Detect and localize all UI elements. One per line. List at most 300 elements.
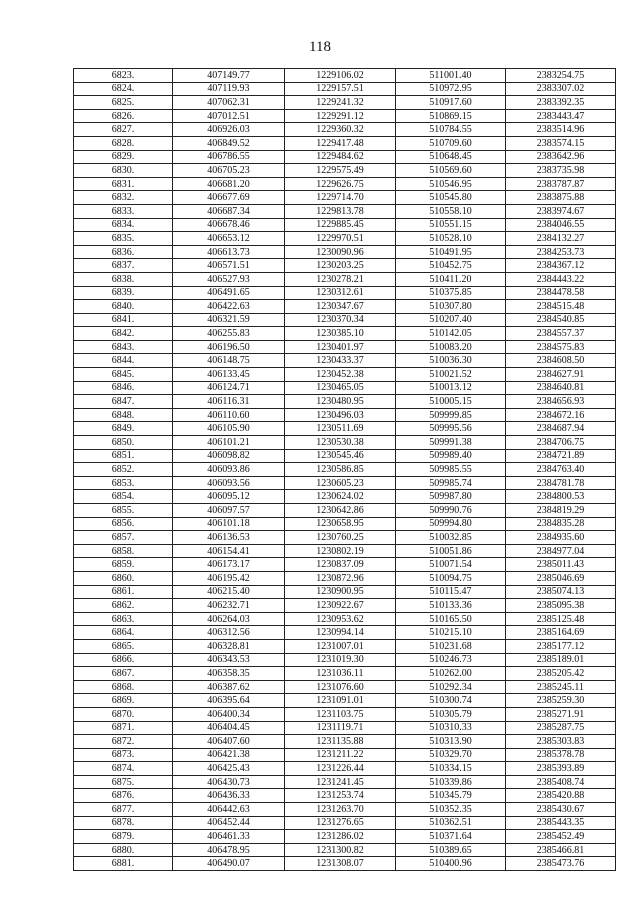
page-number: 118 xyxy=(309,39,331,55)
table-row xyxy=(74,803,616,817)
table-row xyxy=(74,612,616,626)
coord-x2-cell: 510246.73 xyxy=(396,653,506,667)
coord-y2-cell: 2385452.49 xyxy=(506,830,616,844)
coord-y2-cell: 2384608.50 xyxy=(506,354,616,368)
coord-y2-cell: 2384763.40 xyxy=(506,463,616,477)
coord-x1-cell: 406687.34 xyxy=(173,204,285,218)
table-row xyxy=(74,164,616,178)
coord-x2-cell: 510400.96 xyxy=(396,857,506,871)
table-row xyxy=(74,69,616,83)
coord-x2-cell: 509994.80 xyxy=(396,517,506,531)
coord-x1-cell: 406452.44 xyxy=(173,816,285,830)
coord-y1-cell: 1230347.67 xyxy=(285,300,396,314)
coord-x2-cell: 510345.79 xyxy=(396,789,506,803)
table-row xyxy=(74,313,616,327)
coord-y1-cell: 1230624.02 xyxy=(285,490,396,504)
table-row xyxy=(74,286,616,300)
table-row xyxy=(74,123,616,137)
point-number-cell: 6825. xyxy=(74,96,173,110)
table-row xyxy=(74,327,616,341)
coord-x2-cell: 510013.12 xyxy=(396,381,506,395)
coord-x2-cell: 510292.34 xyxy=(396,680,506,694)
coord-y2-cell: 2385046.69 xyxy=(506,571,616,585)
table-row xyxy=(74,177,616,191)
coord-x2-cell: 509989.40 xyxy=(396,449,506,463)
coord-x2-cell: 510371.64 xyxy=(396,830,506,844)
coord-y1-cell: 1230496.03 xyxy=(285,408,396,422)
coord-y2-cell: 2384367.12 xyxy=(506,259,616,273)
coord-x1-cell: 407062.31 xyxy=(173,96,285,110)
point-number-cell: 6826. xyxy=(74,109,173,123)
point-number-cell: 6863. xyxy=(74,612,173,626)
coord-y1-cell: 1229360.32 xyxy=(285,123,396,137)
coord-y1-cell: 1231276.65 xyxy=(285,816,396,830)
coord-x1-cell: 406105.90 xyxy=(173,422,285,436)
coord-y2-cell: 2385408.74 xyxy=(506,775,616,789)
coord-y1-cell: 1231308.07 xyxy=(285,857,396,871)
point-number-cell: 6842. xyxy=(74,327,173,341)
coord-x1-cell: 406097.57 xyxy=(173,504,285,518)
table-row xyxy=(74,340,616,354)
coord-y1-cell: 1230922.67 xyxy=(285,599,396,613)
coord-x2-cell: 510546.95 xyxy=(396,177,506,191)
coord-y2-cell: 2385303.83 xyxy=(506,735,616,749)
table-row xyxy=(74,735,616,749)
coord-y2-cell: 2383875.88 xyxy=(506,191,616,205)
coord-x1-cell: 406116.31 xyxy=(173,395,285,409)
point-number-cell: 6823. xyxy=(74,69,173,83)
coord-y2-cell: 2385393.89 xyxy=(506,762,616,776)
table-row xyxy=(74,531,616,545)
coord-y1-cell: 1230605.23 xyxy=(285,476,396,490)
coord-y1-cell: 1229575.49 xyxy=(285,164,396,178)
coord-y1-cell: 1230642.86 xyxy=(285,504,396,518)
coord-y1-cell: 1230433.37 xyxy=(285,354,396,368)
coord-x2-cell: 510083.20 xyxy=(396,340,506,354)
table-row xyxy=(74,381,616,395)
point-number-cell: 6869. xyxy=(74,694,173,708)
table-row xyxy=(74,150,616,164)
coord-y2-cell: 2384640.81 xyxy=(506,381,616,395)
table-row xyxy=(74,408,616,422)
coord-y2-cell: 2384721.89 xyxy=(506,449,616,463)
coord-x1-cell: 406571.51 xyxy=(173,259,285,273)
coord-y1-cell: 1230312.61 xyxy=(285,286,396,300)
point-number-cell: 6827. xyxy=(74,123,173,137)
coord-x2-cell: 510362.51 xyxy=(396,816,506,830)
coord-y2-cell: 2383254.75 xyxy=(506,69,616,83)
table-row xyxy=(74,857,616,871)
coord-x1-cell: 406490.07 xyxy=(173,857,285,871)
coord-x2-cell: 510032.85 xyxy=(396,531,506,545)
point-number-cell: 6881. xyxy=(74,857,173,871)
coord-x2-cell: 510528.10 xyxy=(396,232,506,246)
coord-x2-cell: 510784.55 xyxy=(396,123,506,137)
coord-y1-cell: 1229241.32 xyxy=(285,96,396,110)
coord-y2-cell: 2385125.48 xyxy=(506,612,616,626)
coord-x2-cell: 510215.10 xyxy=(396,626,506,640)
coord-x2-cell: 510094.75 xyxy=(396,571,506,585)
table-row xyxy=(74,748,616,762)
point-number-cell: 6867. xyxy=(74,667,173,681)
coord-y1-cell: 1230953.62 xyxy=(285,612,396,626)
coord-y2-cell: 2383443.47 xyxy=(506,109,616,123)
coord-x2-cell: 510036.30 xyxy=(396,354,506,368)
table-row xyxy=(74,639,616,653)
point-number-cell: 6844. xyxy=(74,354,173,368)
coord-x2-cell: 509999.85 xyxy=(396,408,506,422)
coord-y2-cell: 2385095.38 xyxy=(506,599,616,613)
table-row xyxy=(74,300,616,314)
table-row xyxy=(74,204,616,218)
coord-y1-cell: 1229291.12 xyxy=(285,109,396,123)
coord-x1-cell: 406328.81 xyxy=(173,639,285,653)
coord-x1-cell: 406425.43 xyxy=(173,762,285,776)
coord-y2-cell: 2385245.11 xyxy=(506,680,616,694)
coord-x2-cell: 510411.20 xyxy=(396,272,506,286)
coord-y1-cell: 1229885.45 xyxy=(285,218,396,232)
coord-x1-cell: 407149.77 xyxy=(173,69,285,83)
table-row xyxy=(74,449,616,463)
coord-y2-cell: 2385259.30 xyxy=(506,694,616,708)
point-number-cell: 6835. xyxy=(74,232,173,246)
coord-x2-cell: 509987.80 xyxy=(396,490,506,504)
point-number-cell: 6833. xyxy=(74,204,173,218)
coord-y1-cell: 1229106.02 xyxy=(285,69,396,83)
table-row xyxy=(74,571,616,585)
coord-x2-cell: 509990.76 xyxy=(396,504,506,518)
coord-x1-cell: 406133.45 xyxy=(173,368,285,382)
coord-x1-cell: 406395.64 xyxy=(173,694,285,708)
table-row xyxy=(74,599,616,613)
point-number-cell: 6848. xyxy=(74,408,173,422)
coord-y1-cell: 1230370.34 xyxy=(285,313,396,327)
point-number-cell: 6880. xyxy=(74,843,173,857)
point-number-cell: 6836. xyxy=(74,245,173,259)
coord-y2-cell: 2384253.73 xyxy=(506,245,616,259)
coord-y2-cell: 2384575.83 xyxy=(506,340,616,354)
coord-x2-cell: 510569.60 xyxy=(396,164,506,178)
coord-x1-cell: 406095.12 xyxy=(173,490,285,504)
table-row xyxy=(74,259,616,273)
coord-y1-cell: 1230900.95 xyxy=(285,585,396,599)
coord-y2-cell: 2385287.75 xyxy=(506,721,616,735)
coord-x2-cell: 510165.50 xyxy=(396,612,506,626)
table-row xyxy=(74,436,616,450)
table-row xyxy=(74,476,616,490)
coord-y2-cell: 2384835.28 xyxy=(506,517,616,531)
coord-y2-cell: 2385466.81 xyxy=(506,843,616,857)
coord-y2-cell: 2384515.48 xyxy=(506,300,616,314)
coord-y2-cell: 2385430.67 xyxy=(506,803,616,817)
coord-x1-cell: 406442.63 xyxy=(173,803,285,817)
coord-y2-cell: 2383392.35 xyxy=(506,96,616,110)
coord-x2-cell: 510869.15 xyxy=(396,109,506,123)
coord-x1-cell: 406101.18 xyxy=(173,517,285,531)
coord-x1-cell: 406705.23 xyxy=(173,164,285,178)
coord-y1-cell: 1231226.44 xyxy=(285,762,396,776)
table-row xyxy=(74,272,616,286)
coord-y1-cell: 1231076.60 xyxy=(285,680,396,694)
table-row xyxy=(74,109,616,123)
point-number-cell: 6855. xyxy=(74,504,173,518)
table-row xyxy=(74,232,616,246)
coord-y1-cell: 1231241.45 xyxy=(285,775,396,789)
table-row xyxy=(74,422,616,436)
coord-y1-cell: 1230385.10 xyxy=(285,327,396,341)
coord-y2-cell: 2385420.88 xyxy=(506,789,616,803)
coord-x2-cell: 510262.00 xyxy=(396,667,506,681)
table-row xyxy=(74,368,616,382)
coord-x2-cell: 510329.70 xyxy=(396,748,506,762)
coord-y1-cell: 1231286.02 xyxy=(285,830,396,844)
coord-x2-cell: 510115.47 xyxy=(396,585,506,599)
coord-x1-cell: 406093.86 xyxy=(173,463,285,477)
coord-y2-cell: 2385443.35 xyxy=(506,816,616,830)
coord-x2-cell: 510491.95 xyxy=(396,245,506,259)
coord-y2-cell: 2384557.37 xyxy=(506,327,616,341)
coord-y2-cell: 2384687.94 xyxy=(506,422,616,436)
coord-x2-cell: 510972.95 xyxy=(396,82,506,96)
coord-x2-cell: 510375.85 xyxy=(396,286,506,300)
coord-y2-cell: 2385271.91 xyxy=(506,707,616,721)
coord-y1-cell: 1230802.19 xyxy=(285,544,396,558)
coord-y1-cell: 1231091.01 xyxy=(285,694,396,708)
coord-x1-cell: 406387.62 xyxy=(173,680,285,694)
coord-x1-cell: 406849.52 xyxy=(173,136,285,150)
coord-x1-cell: 406400.34 xyxy=(173,707,285,721)
coord-y2-cell: 2383574.15 xyxy=(506,136,616,150)
coord-y2-cell: 2384935.60 xyxy=(506,531,616,545)
coord-y2-cell: 2383514.96 xyxy=(506,123,616,137)
coord-x2-cell: 510709.60 xyxy=(396,136,506,150)
coord-x2-cell: 510558.10 xyxy=(396,204,506,218)
point-number-cell: 6857. xyxy=(74,531,173,545)
coord-x2-cell: 510545.80 xyxy=(396,191,506,205)
coord-x2-cell: 510207.40 xyxy=(396,313,506,327)
coord-y2-cell: 2383307.02 xyxy=(506,82,616,96)
coord-y2-cell: 2384627.91 xyxy=(506,368,616,382)
coord-y2-cell: 2385164.69 xyxy=(506,626,616,640)
coord-y2-cell: 2383735.98 xyxy=(506,164,616,178)
coord-x2-cell: 510071.54 xyxy=(396,558,506,572)
point-number-cell: 6824. xyxy=(74,82,173,96)
coord-x2-cell: 509985.55 xyxy=(396,463,506,477)
coord-x2-cell: 510389.65 xyxy=(396,843,506,857)
coord-x1-cell: 406461.33 xyxy=(173,830,285,844)
point-number-cell: 6856. xyxy=(74,517,173,531)
coord-y2-cell: 2384540.85 xyxy=(506,313,616,327)
table-row xyxy=(74,707,616,721)
coord-x2-cell: 510917.60 xyxy=(396,96,506,110)
coord-x2-cell: 510313.90 xyxy=(396,735,506,749)
point-number-cell: 6870. xyxy=(74,707,173,721)
coord-y2-cell: 2384977.04 xyxy=(506,544,616,558)
coord-y1-cell: 1231019.30 xyxy=(285,653,396,667)
coord-y2-cell: 2384478.58 xyxy=(506,286,616,300)
coord-y1-cell: 1231300.82 xyxy=(285,843,396,857)
coordinates-table-body xyxy=(74,69,616,871)
point-number-cell: 6861. xyxy=(74,585,173,599)
table-row xyxy=(74,762,616,776)
coord-x2-cell: 510551.15 xyxy=(396,218,506,232)
coord-x1-cell: 406148.75 xyxy=(173,354,285,368)
coord-y1-cell: 1231211.22 xyxy=(285,748,396,762)
point-number-cell: 6832. xyxy=(74,191,173,205)
coord-y1-cell: 1231263.70 xyxy=(285,803,396,817)
coord-x2-cell: 510021.52 xyxy=(396,368,506,382)
coord-x1-cell: 406478.95 xyxy=(173,843,285,857)
table-row xyxy=(74,558,616,572)
coord-y1-cell: 1230760.25 xyxy=(285,531,396,545)
coord-x1-cell: 406232.71 xyxy=(173,599,285,613)
coord-x2-cell: 510648.45 xyxy=(396,150,506,164)
coord-y1-cell: 1231119.71 xyxy=(285,721,396,735)
coord-y2-cell: 2385205.42 xyxy=(506,667,616,681)
point-number-cell: 6841. xyxy=(74,313,173,327)
point-number-cell: 6849. xyxy=(74,422,173,436)
coord-x2-cell: 510231.68 xyxy=(396,639,506,653)
coord-y2-cell: 2384443.22 xyxy=(506,272,616,286)
table-row xyxy=(74,517,616,531)
coord-x2-cell: 511001.40 xyxy=(396,69,506,83)
coord-y1-cell: 1229157.51 xyxy=(285,82,396,96)
coord-y2-cell: 2383787.87 xyxy=(506,177,616,191)
table-row xyxy=(74,544,616,558)
table-row xyxy=(74,653,616,667)
table-row xyxy=(74,830,616,844)
coord-y2-cell: 2384656.93 xyxy=(506,395,616,409)
point-number-cell: 6851. xyxy=(74,449,173,463)
table-row xyxy=(74,667,616,681)
coord-x1-cell: 406677.69 xyxy=(173,191,285,205)
coord-y1-cell: 1230401.97 xyxy=(285,340,396,354)
coord-x1-cell: 406098.82 xyxy=(173,449,285,463)
coord-x1-cell: 406093.56 xyxy=(173,476,285,490)
coord-y1-cell: 1229813.78 xyxy=(285,204,396,218)
coord-x1-cell: 406491.65 xyxy=(173,286,285,300)
coord-x1-cell: 406154.41 xyxy=(173,544,285,558)
coord-x1-cell: 406436.33 xyxy=(173,789,285,803)
coord-y2-cell: 2385473.76 xyxy=(506,857,616,871)
point-number-cell: 6838. xyxy=(74,272,173,286)
table-row xyxy=(74,626,616,640)
coord-y1-cell: 1230872.96 xyxy=(285,571,396,585)
coord-y2-cell: 2385011.43 xyxy=(506,558,616,572)
coord-y1-cell: 1230658.95 xyxy=(285,517,396,531)
coord-y1-cell: 1230480.95 xyxy=(285,395,396,409)
point-number-cell: 6876. xyxy=(74,789,173,803)
point-number-cell: 6879. xyxy=(74,830,173,844)
coord-x1-cell: 406358.35 xyxy=(173,667,285,681)
coord-y1-cell: 1230090.96 xyxy=(285,245,396,259)
coord-x1-cell: 406110.60 xyxy=(173,408,285,422)
coord-y2-cell: 2384800.53 xyxy=(506,490,616,504)
coord-x2-cell: 509991.38 xyxy=(396,436,506,450)
coord-y1-cell: 1231036.11 xyxy=(285,667,396,681)
coord-y1-cell: 1231253.74 xyxy=(285,789,396,803)
coord-x1-cell: 406124.71 xyxy=(173,381,285,395)
point-number-cell: 6864. xyxy=(74,626,173,640)
coord-x1-cell: 406421.38 xyxy=(173,748,285,762)
table-row xyxy=(74,680,616,694)
coord-x2-cell: 510310.33 xyxy=(396,721,506,735)
point-number-cell: 6871. xyxy=(74,721,173,735)
point-number-cell: 6852. xyxy=(74,463,173,477)
coord-x1-cell: 407012.51 xyxy=(173,109,285,123)
coord-y1-cell: 1231103.75 xyxy=(285,707,396,721)
coord-y2-cell: 2384819.29 xyxy=(506,504,616,518)
coord-x2-cell: 510005.15 xyxy=(396,395,506,409)
coord-x1-cell: 406430.73 xyxy=(173,775,285,789)
table-row xyxy=(74,218,616,232)
point-number-cell: 6875. xyxy=(74,775,173,789)
coord-x2-cell: 510133.36 xyxy=(396,599,506,613)
coord-y1-cell: 1230530.38 xyxy=(285,436,396,450)
coord-x2-cell: 510051.86 xyxy=(396,544,506,558)
point-number-cell: 6828. xyxy=(74,136,173,150)
coord-y2-cell: 2384046.55 xyxy=(506,218,616,232)
coord-x1-cell: 406101.21 xyxy=(173,436,285,450)
point-number-cell: 6853. xyxy=(74,476,173,490)
coord-x1-cell: 406407.60 xyxy=(173,735,285,749)
coord-y1-cell: 1230994.14 xyxy=(285,626,396,640)
point-number-cell: 6858. xyxy=(74,544,173,558)
point-number-cell: 6840. xyxy=(74,300,173,314)
point-number-cell: 6877. xyxy=(74,803,173,817)
coord-x2-cell: 510305.79 xyxy=(396,707,506,721)
coord-y1-cell: 1230203.25 xyxy=(285,259,396,273)
coord-x1-cell: 406312.56 xyxy=(173,626,285,640)
coord-y2-cell: 2385378.78 xyxy=(506,748,616,762)
table-row xyxy=(74,463,616,477)
table-row xyxy=(74,816,616,830)
coord-y1-cell: 1230511.69 xyxy=(285,422,396,436)
table-row xyxy=(74,585,616,599)
coord-x2-cell: 509985.74 xyxy=(396,476,506,490)
point-number-cell: 6850. xyxy=(74,436,173,450)
coord-x1-cell: 406195.42 xyxy=(173,571,285,585)
coord-x2-cell: 509995.56 xyxy=(396,422,506,436)
coord-y1-cell: 1230278.21 xyxy=(285,272,396,286)
table-row xyxy=(74,96,616,110)
coord-y1-cell: 1229484.62 xyxy=(285,150,396,164)
coord-x2-cell: 510352.35 xyxy=(396,803,506,817)
coord-y1-cell: 1229417.48 xyxy=(285,136,396,150)
coord-y1-cell: 1230545.46 xyxy=(285,449,396,463)
coordinates-table xyxy=(73,68,616,871)
table-row xyxy=(74,843,616,857)
coord-x1-cell: 406422.63 xyxy=(173,300,285,314)
coord-x2-cell: 510142.05 xyxy=(396,327,506,341)
coord-x1-cell: 406173.17 xyxy=(173,558,285,572)
coord-x1-cell: 406653.12 xyxy=(173,232,285,246)
table-row xyxy=(74,136,616,150)
coord-y1-cell: 1231007.01 xyxy=(285,639,396,653)
point-number-cell: 6831. xyxy=(74,177,173,191)
coord-y1-cell: 1231135.88 xyxy=(285,735,396,749)
coord-y2-cell: 2384706.75 xyxy=(506,436,616,450)
table-row xyxy=(74,191,616,205)
coord-x1-cell: 406264.03 xyxy=(173,612,285,626)
point-number-cell: 6872. xyxy=(74,735,173,749)
point-number-cell: 6830. xyxy=(74,164,173,178)
coord-y2-cell: 2383974.67 xyxy=(506,204,616,218)
point-number-cell: 6847. xyxy=(74,395,173,409)
table-row xyxy=(74,721,616,735)
coord-x1-cell: 406321.59 xyxy=(173,313,285,327)
coord-x1-cell: 406613.73 xyxy=(173,245,285,259)
